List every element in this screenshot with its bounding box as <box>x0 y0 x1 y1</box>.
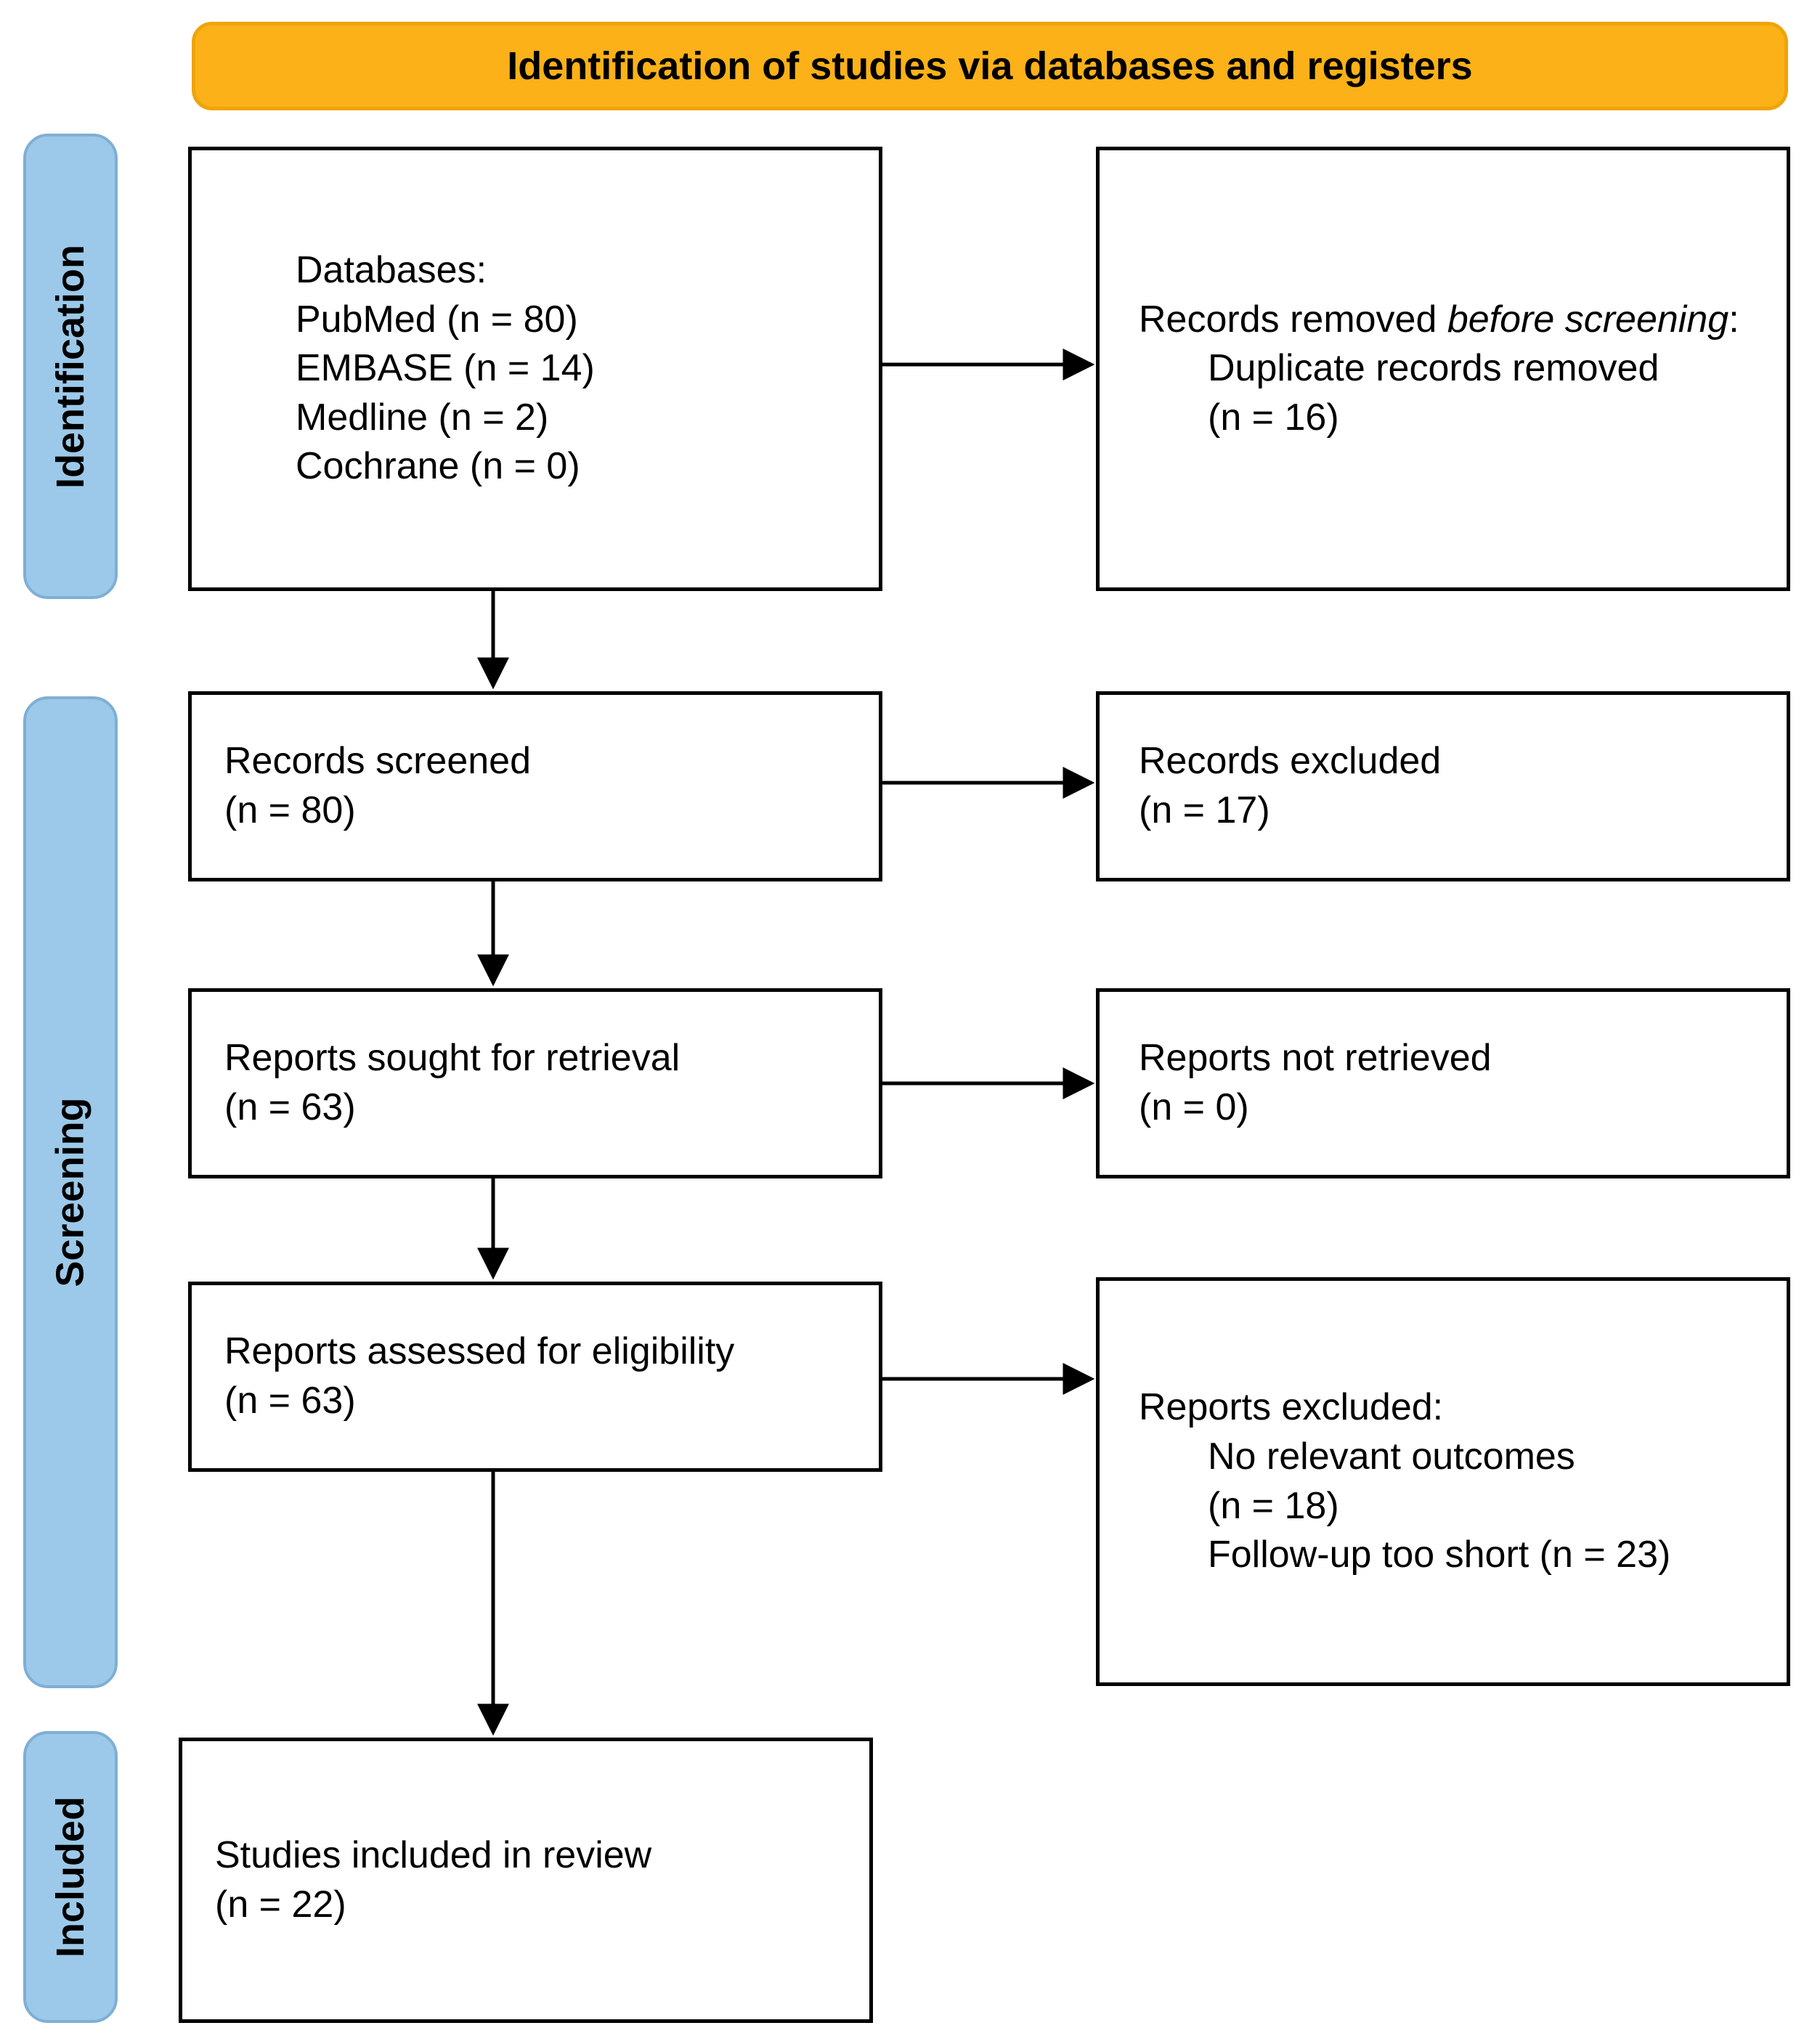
box-records-screened <box>188 691 882 881</box>
stage-identification <box>23 134 118 599</box>
box-line <box>1139 296 1776 345</box>
stage-included-label: Included <box>49 1796 93 1958</box>
box-databases <box>188 147 882 591</box>
box-line: PubMed (n = 80) <box>296 298 578 341</box>
box-line: (n = 22) <box>215 1883 346 1926</box>
box-reports-assessed <box>188 1282 882 1472</box>
box-line: (n = 0) <box>1139 1086 1249 1128</box>
box-reports-not-retrieved <box>1096 988 1790 1178</box>
box-reports-sought <box>188 988 882 1178</box>
box-line: Reports sought for retrieval <box>224 1037 681 1080</box>
stage-screening <box>23 696 118 1688</box>
records-removed-suffix: : <box>1728 298 1739 341</box>
box-line: Reports assessed for eligibility <box>224 1330 735 1373</box>
stage-included <box>23 1731 118 2023</box>
box-line: Cochrane (n = 0) <box>296 445 580 488</box>
box-line: (n = 63) <box>224 1086 356 1128</box>
box-line: Studies included in review <box>215 1833 652 1876</box>
box-reports-excluded <box>1096 1277 1790 1686</box>
header-title: Identification of studies via databases and registers <box>507 44 1473 88</box>
box-line: (n = 63) <box>224 1380 356 1422</box>
box-line: (n = 18) <box>1208 1484 1339 1527</box>
box-line: (n = 16) <box>1208 396 1339 439</box>
box-line: Reports not retrieved <box>1139 1037 1492 1080</box>
records-removed-italic: before screening <box>1447 298 1729 341</box>
box-line: Duplicate records removed <box>1208 347 1659 390</box>
box-line: Records screened <box>224 740 531 783</box>
box-line: Reports excluded: <box>1139 1386 1444 1429</box>
stage-screening-label: Screening <box>49 1097 92 1287</box>
box-records-removed <box>1096 147 1790 591</box>
box-studies-included <box>179 1738 873 2023</box>
box-line: (n = 80) <box>224 789 356 831</box>
stage-identification-label: Identification <box>49 244 92 489</box>
diagram-header <box>192 22 1788 110</box>
records-removed-prefix: Records removed <box>1139 298 1447 341</box>
box-line: Follow-up too short (n = 23) <box>1208 1534 1671 1576</box>
box-line: Medline (n = 2) <box>296 396 549 439</box>
box-line: (n = 17) <box>1139 789 1270 831</box>
box-line: No relevant outcomes <box>1208 1435 1575 1478</box>
box-line: Databases: <box>296 249 487 292</box>
box-line: EMBASE (n = 14) <box>296 347 595 390</box>
box-line: Records excluded <box>1139 740 1442 783</box>
box-records-excluded <box>1096 691 1790 881</box>
